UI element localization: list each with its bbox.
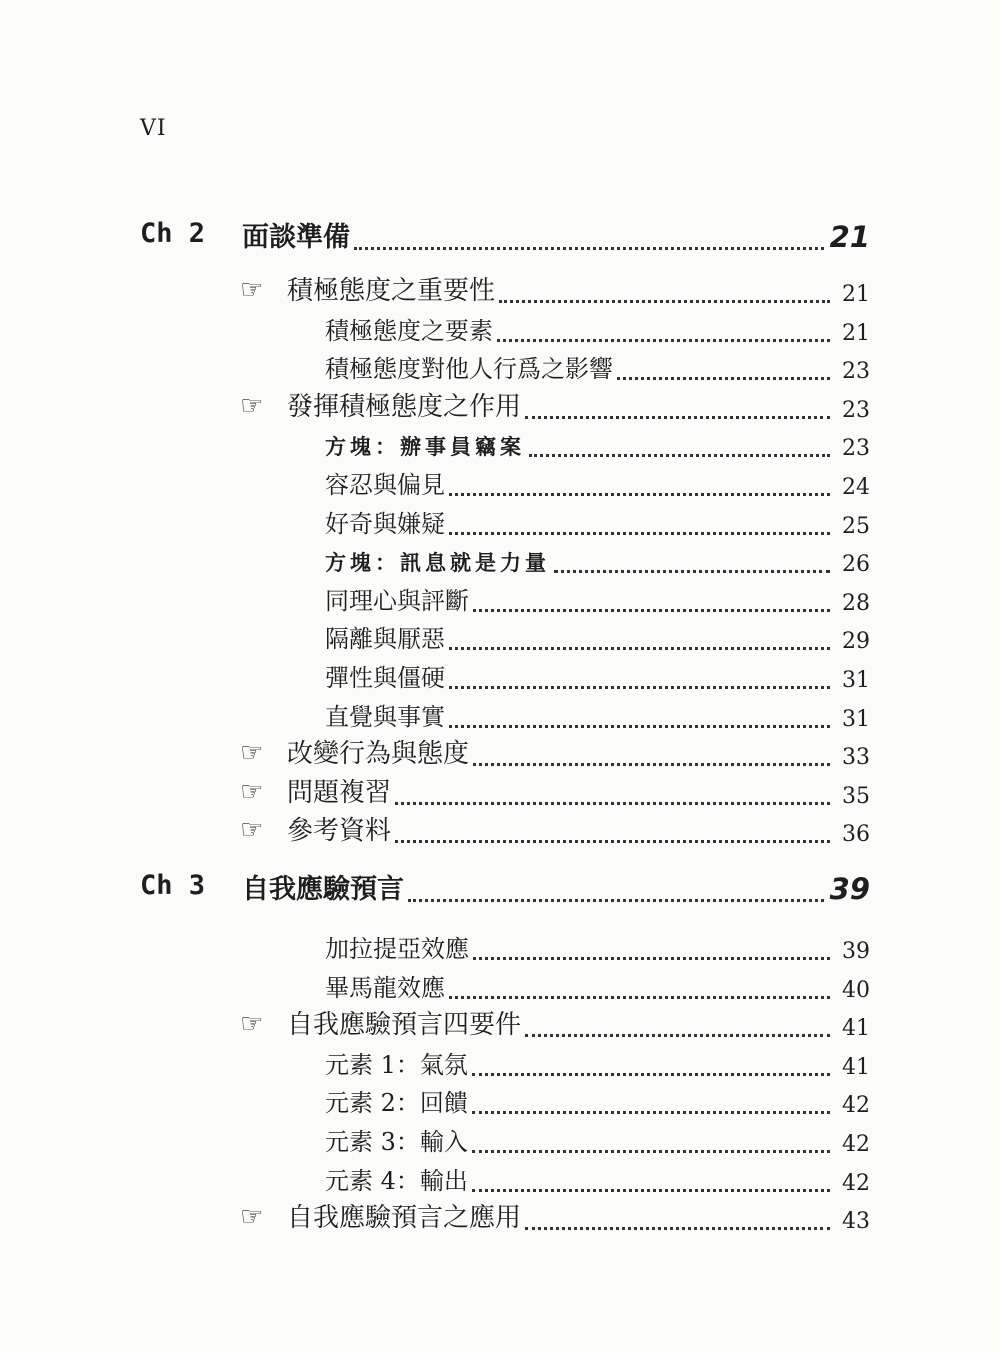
- entry-page-number: 21: [842, 320, 870, 346]
- dot-leader: [472, 1149, 830, 1153]
- entry-title: 積極態度對他人行爲之影響: [325, 355, 613, 384]
- toc-entry[interactable]: [325, 427, 870, 461]
- dot-leader: [554, 569, 830, 573]
- toc-entry[interactable]: [325, 312, 870, 346]
- dot-leader: [525, 415, 830, 419]
- entry-title: 方塊：訊息就是力量: [325, 550, 550, 576]
- toc-entry[interactable]: [325, 466, 870, 500]
- toc-entry[interactable]: [287, 1200, 870, 1234]
- dot-leader: [449, 531, 830, 535]
- dot-leader: [408, 898, 824, 902]
- entry-page-number: 42: [842, 1093, 870, 1119]
- entry-page-number: 25: [842, 513, 870, 539]
- dot-leader: [525, 1226, 830, 1230]
- dot-leader: [473, 762, 830, 766]
- chapter-title: 面談準備: [242, 222, 350, 253]
- entry-page-number: 42: [842, 1132, 870, 1157]
- entry-title: 元素 3：輸入: [325, 1128, 468, 1156]
- entry-page-number: 36: [842, 822, 870, 848]
- chapter-title: 自我應驗預言: [242, 874, 404, 905]
- toc-entry[interactable]: [325, 698, 870, 732]
- entry-page-number: 41: [842, 1016, 870, 1042]
- entry-page-number: 23: [842, 397, 870, 423]
- dot-leader: [497, 338, 830, 342]
- pointing-hand-icon: ☞: [240, 1009, 264, 1040]
- toc-entry[interactable]: [287, 273, 870, 307]
- toc-entry[interactable]: [325, 1084, 870, 1118]
- entry-page-number: 39: [842, 939, 870, 964]
- dot-leader: [472, 1072, 830, 1076]
- entry-title: 同理心與評斷: [325, 586, 469, 615]
- dot-leader: [449, 646, 830, 650]
- toc-entry[interactable]: [325, 505, 870, 539]
- toc-entry[interactable]: [287, 389, 870, 423]
- entry-title: 彈性與僵硬: [325, 664, 445, 692]
- chapter-number: Ch 2: [140, 218, 206, 249]
- entry-title: 發揮積極態度之作用: [287, 391, 522, 422]
- dot-leader: [472, 1188, 830, 1192]
- toc-entry[interactable]: [325, 1162, 870, 1196]
- toc-entry[interactable]: [287, 1007, 870, 1041]
- chapter-number: Ch 3: [140, 870, 206, 901]
- entry-title: 積極態度之重要性: [287, 276, 496, 306]
- toc-entry[interactable]: [325, 620, 870, 654]
- toc-entry[interactable]: [287, 813, 870, 847]
- entry-title: 好奇與嫌疑: [325, 509, 445, 538]
- entry-page-number: 26: [842, 552, 870, 578]
- pointing-hand-icon: ☞: [240, 776, 264, 807]
- entry-page-number: 40: [842, 977, 870, 1003]
- entry-title: 參考資料: [287, 816, 392, 847]
- dot-leader: [449, 995, 830, 999]
- chapter-page-number: 21: [829, 220, 870, 254]
- page-number: VI: [140, 116, 167, 141]
- pointing-hand-icon: ☞: [240, 1202, 264, 1233]
- entry-page-number: 31: [842, 706, 870, 732]
- entry-title: 方塊：辦事員竊案: [325, 434, 525, 460]
- toc-entry[interactable]: [287, 775, 870, 809]
- pointing-hand-icon: ☞: [240, 738, 264, 769]
- dot-leader: [354, 246, 824, 250]
- entry-page-number: 23: [842, 359, 870, 385]
- dot-leader: [472, 1110, 830, 1114]
- entry-page-number: 24: [842, 475, 870, 500]
- dot-leader: [617, 376, 830, 380]
- chapter-page-number: 39: [829, 872, 870, 906]
- entry-title: 自我應驗預言四要件: [287, 1010, 522, 1041]
- entry-page-number: 31: [842, 668, 870, 693]
- dot-leader: [449, 685, 830, 689]
- entry-title: 隔離與厭惡: [325, 625, 445, 654]
- entry-page-number: 42: [842, 1170, 870, 1196]
- dot-leader: [499, 299, 830, 303]
- pointing-hand-icon: ☞: [240, 275, 264, 305]
- entry-title: 積極態度之要素: [325, 316, 493, 345]
- dot-leader: [473, 956, 830, 960]
- toc-entry[interactable]: [325, 350, 870, 384]
- dot-leader: [473, 608, 830, 612]
- entry-title: 改變行為與態度: [287, 739, 470, 770]
- entry-page-number: 21: [842, 282, 870, 307]
- entry-page-number: 23: [842, 436, 870, 462]
- entry-page-number: 43: [842, 1209, 870, 1235]
- dot-leader: [529, 453, 830, 457]
- toc-entry[interactable]: [325, 1046, 870, 1080]
- dot-leader: [395, 801, 830, 805]
- entry-page-number: 28: [842, 590, 870, 616]
- entry-page-number: 41: [842, 1054, 870, 1080]
- toc-chapter-row[interactable]: [242, 870, 870, 906]
- entry-title: 元素 2：回饋: [325, 1089, 468, 1118]
- entry-title: 自我應驗預言之應用: [287, 1203, 522, 1234]
- pointing-hand-icon: ☞: [240, 815, 264, 846]
- toc-entry[interactable]: [325, 1123, 870, 1157]
- entry-title: 容忍與偏見: [325, 471, 445, 499]
- toc-chapter-row[interactable]: [242, 218, 870, 254]
- entry-title: 直覺與事實: [325, 702, 445, 731]
- toc-entry[interactable]: [325, 582, 870, 616]
- toc-entry[interactable]: [325, 543, 870, 577]
- entry-title: 問題複習: [287, 777, 392, 808]
- dot-leader: [449, 724, 830, 728]
- entry-title: 元素 1：氣氛: [325, 1050, 468, 1079]
- pointing-hand-icon: ☞: [240, 390, 264, 421]
- dot-leader: [449, 492, 830, 496]
- toc-entry[interactable]: [325, 969, 870, 1003]
- entry-title: 加拉提亞效應: [325, 935, 469, 963]
- dot-leader: [525, 1033, 830, 1037]
- entry-page-number: 29: [842, 629, 870, 655]
- entry-title: 畢馬龍效應: [325, 973, 445, 1002]
- entry-title: 元素 4：輸出: [325, 1166, 468, 1195]
- entry-page-number: 33: [842, 745, 870, 771]
- toc-entry[interactable]: [325, 930, 870, 964]
- toc-entry[interactable]: [325, 659, 870, 693]
- dot-leader: [395, 839, 830, 843]
- entry-page-number: 35: [842, 783, 870, 809]
- toc-entry[interactable]: [287, 736, 870, 770]
